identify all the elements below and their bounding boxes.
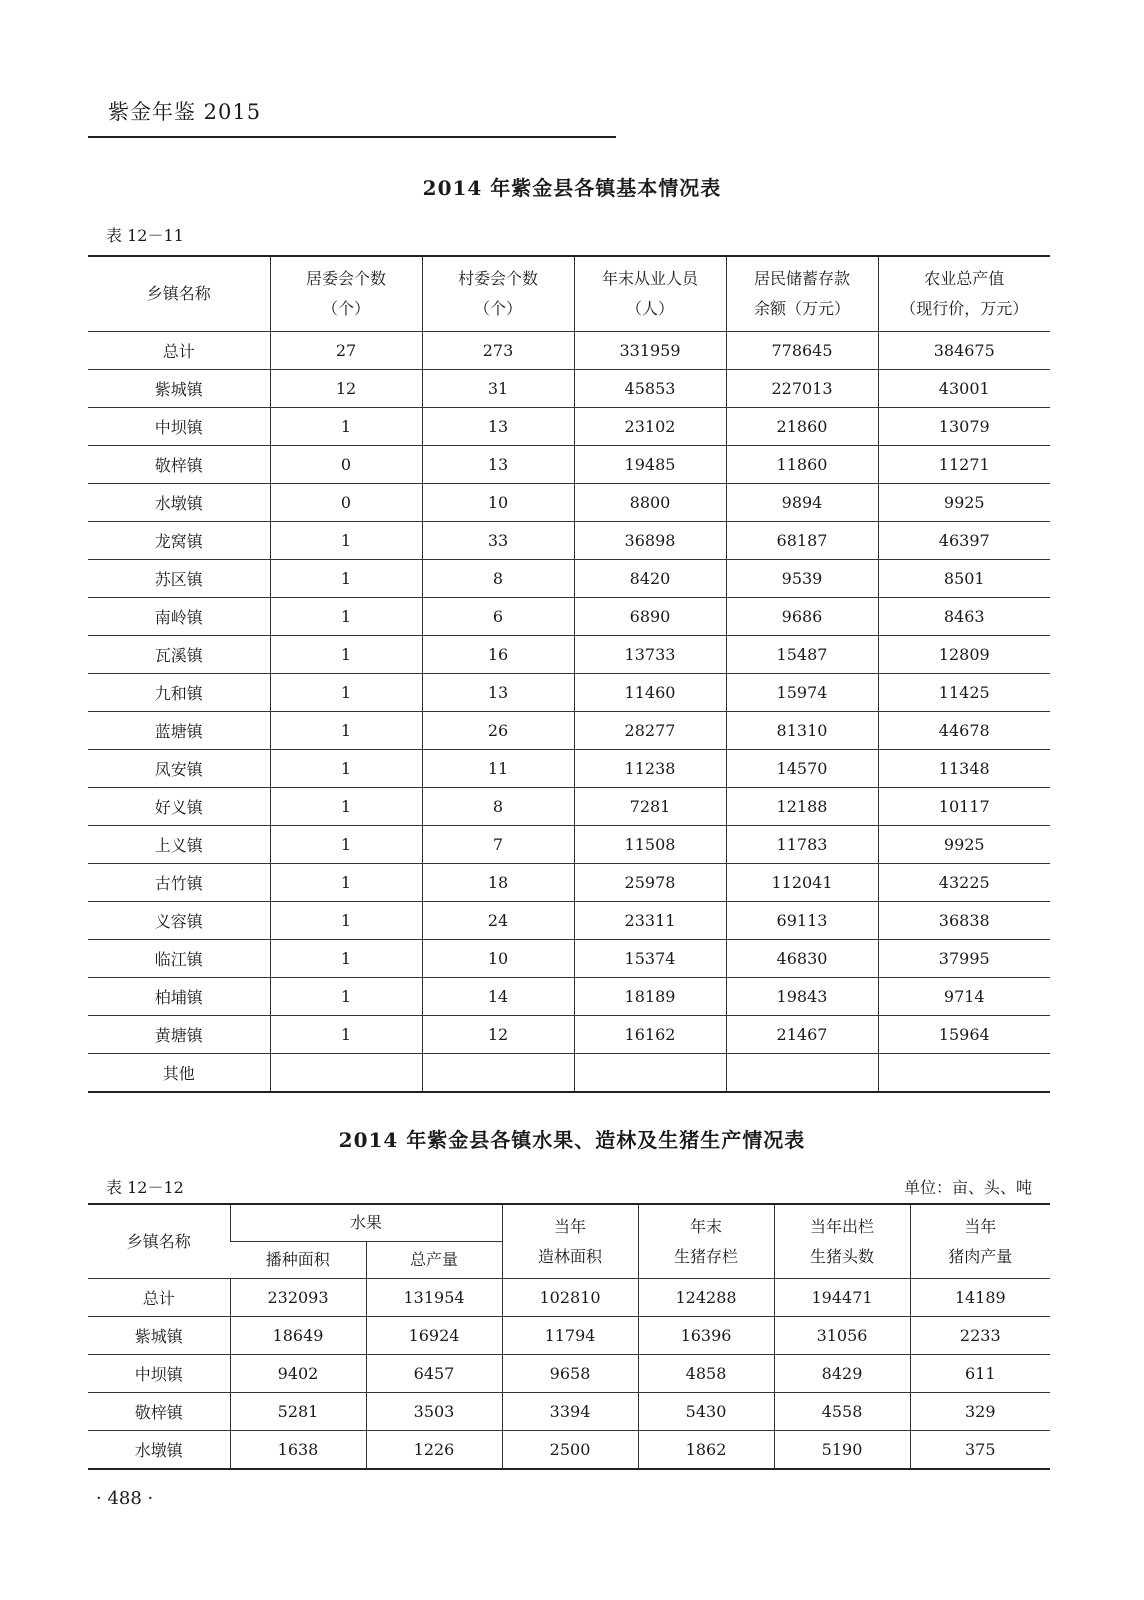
value-cell: 8429 bbox=[774, 1355, 910, 1393]
value-cell: 227013 bbox=[726, 370, 878, 408]
town-name-cell: 南岭镇 bbox=[88, 598, 270, 636]
value-cell: 384675 bbox=[878, 332, 1050, 370]
value-cell: 131954 bbox=[366, 1279, 502, 1317]
town-name-cell: 黄塘镇 bbox=[88, 1016, 270, 1054]
value-cell: 11271 bbox=[878, 446, 1050, 484]
value-cell: 13 bbox=[422, 446, 574, 484]
value-cell: 43001 bbox=[878, 370, 1050, 408]
value-cell: 10117 bbox=[878, 788, 1050, 826]
value-cell: 124288 bbox=[638, 1279, 774, 1317]
value-cell: 4558 bbox=[774, 1393, 910, 1431]
table2-header-town: 乡镇名称 bbox=[88, 1204, 230, 1279]
value-cell: 12809 bbox=[878, 636, 1050, 674]
value-cell: 18189 bbox=[574, 978, 726, 1016]
value-cell: 194471 bbox=[774, 1279, 910, 1317]
value-cell: 8501 bbox=[878, 560, 1050, 598]
value-cell: 36898 bbox=[574, 522, 726, 560]
value-cell: 8420 bbox=[574, 560, 726, 598]
table1-row bbox=[88, 370, 1050, 408]
value-cell: 14 bbox=[422, 978, 574, 1016]
table1-row bbox=[88, 712, 1050, 750]
value-cell: 81310 bbox=[726, 712, 878, 750]
table2-label: 表 12－12 bbox=[106, 1178, 184, 1197]
town-name-cell: 水墩镇 bbox=[88, 484, 270, 522]
value-cell: 7281 bbox=[574, 788, 726, 826]
value-cell: 1 bbox=[270, 826, 422, 864]
page-number: · 488 · bbox=[96, 1488, 154, 1509]
value-cell: 44678 bbox=[878, 712, 1050, 750]
value-cell: 12 bbox=[422, 1016, 574, 1054]
value-cell: 232093 bbox=[230, 1279, 366, 1317]
table1-row bbox=[88, 1054, 1050, 1093]
value-cell: 6 bbox=[422, 598, 574, 636]
value-cell: 778645 bbox=[726, 332, 878, 370]
town-name-cell: 中坝镇 bbox=[88, 408, 270, 446]
value-cell: 68187 bbox=[726, 522, 878, 560]
value-cell bbox=[726, 1054, 878, 1093]
value-cell: 9539 bbox=[726, 560, 878, 598]
table1-row bbox=[88, 788, 1050, 826]
value-cell: 1 bbox=[270, 864, 422, 902]
value-cell: 15487 bbox=[726, 636, 878, 674]
value-cell: 26 bbox=[422, 712, 574, 750]
table1-label: 表 12－11 bbox=[106, 226, 184, 245]
value-cell: 5281 bbox=[230, 1393, 366, 1431]
value-cell: 11860 bbox=[726, 446, 878, 484]
table2-header-afforest: 当年 造林面积 bbox=[502, 1204, 638, 1279]
town-name-cell: 敬梓镇 bbox=[88, 1393, 230, 1431]
value-cell: 9925 bbox=[878, 826, 1050, 864]
value-cell: 46397 bbox=[878, 522, 1050, 560]
table2-row bbox=[88, 1431, 1050, 1470]
value-cell: 21467 bbox=[726, 1016, 878, 1054]
table1-row bbox=[88, 522, 1050, 560]
town-name-cell: 总计 bbox=[88, 332, 270, 370]
value-cell: 13733 bbox=[574, 636, 726, 674]
value-cell: 329 bbox=[910, 1393, 1050, 1431]
value-cell: 15374 bbox=[574, 940, 726, 978]
value-cell: 19485 bbox=[574, 446, 726, 484]
value-cell: 375 bbox=[910, 1431, 1050, 1470]
value-cell: 331959 bbox=[574, 332, 726, 370]
value-cell: 8463 bbox=[878, 598, 1050, 636]
table1-header-cell: 年末从业人员 （人） bbox=[574, 256, 726, 332]
value-cell: 1 bbox=[270, 522, 422, 560]
value-cell: 1 bbox=[270, 674, 422, 712]
value-cell: 2233 bbox=[910, 1317, 1050, 1355]
value-cell bbox=[422, 1054, 574, 1093]
table1-header-cell: 乡镇名称 bbox=[88, 256, 270, 332]
table2-fruit-forest-pig bbox=[88, 1203, 1050, 1470]
town-name-cell: 凤安镇 bbox=[88, 750, 270, 788]
value-cell: 102810 bbox=[502, 1279, 638, 1317]
table2-header-pig-sold: 当年出栏 生猪头数 bbox=[774, 1204, 910, 1279]
value-cell bbox=[878, 1054, 1050, 1093]
table1-row bbox=[88, 408, 1050, 446]
table2-unit: 单位：亩、头、吨 bbox=[903, 1178, 1032, 1197]
value-cell: 13079 bbox=[878, 408, 1050, 446]
value-cell: 16924 bbox=[366, 1317, 502, 1355]
value-cell: 1 bbox=[270, 712, 422, 750]
table2-header-pig-stock: 年末 生猪存栏 bbox=[638, 1204, 774, 1279]
town-name-cell: 临江镇 bbox=[88, 940, 270, 978]
value-cell: 15974 bbox=[726, 674, 878, 712]
value-cell: 5190 bbox=[774, 1431, 910, 1470]
table2-title: 2014 年紫金县各镇水果、造林及生猪生产情况表 bbox=[338, 1128, 806, 1152]
value-cell: 1 bbox=[270, 408, 422, 446]
town-name-cell: 总计 bbox=[88, 1279, 230, 1317]
value-cell: 8 bbox=[422, 560, 574, 598]
value-cell: 1 bbox=[270, 750, 422, 788]
value-cell: 273 bbox=[422, 332, 574, 370]
value-cell: 9686 bbox=[726, 598, 878, 636]
table1-row bbox=[88, 902, 1050, 940]
value-cell: 611 bbox=[910, 1355, 1050, 1393]
town-name-cell: 古竹镇 bbox=[88, 864, 270, 902]
table1-row bbox=[88, 446, 1050, 484]
town-name-cell: 蓝塘镇 bbox=[88, 712, 270, 750]
table1-basic-info bbox=[88, 255, 1050, 1093]
town-name-cell: 上义镇 bbox=[88, 826, 270, 864]
table1-row bbox=[88, 864, 1050, 902]
value-cell: 1 bbox=[270, 560, 422, 598]
value-cell: 7 bbox=[422, 826, 574, 864]
value-cell: 21860 bbox=[726, 408, 878, 446]
value-cell bbox=[270, 1054, 422, 1093]
town-name-cell: 柏埔镇 bbox=[88, 978, 270, 1016]
value-cell: 43225 bbox=[878, 864, 1050, 902]
table1-row bbox=[88, 484, 1050, 522]
value-cell: 31056 bbox=[774, 1317, 910, 1355]
value-cell: 23311 bbox=[574, 902, 726, 940]
value-cell: 1 bbox=[270, 636, 422, 674]
value-cell bbox=[574, 1054, 726, 1093]
table2-header-pork: 当年 猪肉产量 bbox=[910, 1204, 1050, 1279]
value-cell: 9402 bbox=[230, 1355, 366, 1393]
value-cell: 11348 bbox=[878, 750, 1050, 788]
value-cell: 16162 bbox=[574, 1016, 726, 1054]
value-cell: 24 bbox=[422, 902, 574, 940]
town-name-cell: 龙窝镇 bbox=[88, 522, 270, 560]
value-cell: 1 bbox=[270, 902, 422, 940]
value-cell: 11238 bbox=[574, 750, 726, 788]
table1-row bbox=[88, 560, 1050, 598]
town-name-cell: 苏区镇 bbox=[88, 560, 270, 598]
table2-header-fruit-area: 播种面积 bbox=[230, 1242, 366, 1279]
value-cell: 14570 bbox=[726, 750, 878, 788]
value-cell: 16396 bbox=[638, 1317, 774, 1355]
value-cell: 13 bbox=[422, 408, 574, 446]
table1-header-cell: 农业总产值 （现行价，万元） bbox=[878, 256, 1050, 332]
table1-row bbox=[88, 826, 1050, 864]
town-name-cell: 紫城镇 bbox=[88, 370, 270, 408]
value-cell: 9714 bbox=[878, 978, 1050, 1016]
value-cell: 8 bbox=[422, 788, 574, 826]
value-cell: 11783 bbox=[726, 826, 878, 864]
table1-row bbox=[88, 1016, 1050, 1054]
value-cell: 11 bbox=[422, 750, 574, 788]
value-cell: 3394 bbox=[502, 1393, 638, 1431]
value-cell: 15964 bbox=[878, 1016, 1050, 1054]
value-cell: 25978 bbox=[574, 864, 726, 902]
value-cell: 9658 bbox=[502, 1355, 638, 1393]
table2-row bbox=[88, 1317, 1050, 1355]
value-cell: 19843 bbox=[726, 978, 878, 1016]
value-cell: 27 bbox=[270, 332, 422, 370]
value-cell: 3503 bbox=[366, 1393, 502, 1431]
value-cell: 0 bbox=[270, 446, 422, 484]
town-name-cell: 中坝镇 bbox=[88, 1355, 230, 1393]
town-name-cell: 好义镇 bbox=[88, 788, 270, 826]
value-cell: 6890 bbox=[574, 598, 726, 636]
value-cell: 11508 bbox=[574, 826, 726, 864]
value-cell: 11794 bbox=[502, 1317, 638, 1355]
table1-row bbox=[88, 636, 1050, 674]
town-name-cell: 九和镇 bbox=[88, 674, 270, 712]
value-cell: 8800 bbox=[574, 484, 726, 522]
value-cell: 10 bbox=[422, 940, 574, 978]
town-name-cell: 瓦溪镇 bbox=[88, 636, 270, 674]
value-cell: 1226 bbox=[366, 1431, 502, 1470]
value-cell: 1 bbox=[270, 1016, 422, 1054]
town-name-cell: 义容镇 bbox=[88, 902, 270, 940]
value-cell: 12188 bbox=[726, 788, 878, 826]
value-cell: 18 bbox=[422, 864, 574, 902]
running-head: 紫金年鉴 2015 bbox=[108, 100, 262, 124]
table1-row bbox=[88, 332, 1050, 370]
value-cell: 33 bbox=[422, 522, 574, 560]
table1-header-cell: 村委会个数 （个） bbox=[422, 256, 574, 332]
town-name-cell: 水墩镇 bbox=[88, 1431, 230, 1470]
value-cell: 10 bbox=[422, 484, 574, 522]
value-cell: 28277 bbox=[574, 712, 726, 750]
value-cell: 37995 bbox=[878, 940, 1050, 978]
value-cell: 14189 bbox=[910, 1279, 1050, 1317]
town-name-cell: 敬梓镇 bbox=[88, 446, 270, 484]
table2-row bbox=[88, 1393, 1050, 1431]
value-cell: 36838 bbox=[878, 902, 1050, 940]
value-cell: 11460 bbox=[574, 674, 726, 712]
value-cell: 1 bbox=[270, 788, 422, 826]
value-cell: 45853 bbox=[574, 370, 726, 408]
value-cell: 1862 bbox=[638, 1431, 774, 1470]
table2-row bbox=[88, 1279, 1050, 1317]
value-cell: 4858 bbox=[638, 1355, 774, 1393]
value-cell: 9894 bbox=[726, 484, 878, 522]
table1-row bbox=[88, 598, 1050, 636]
table1-row bbox=[88, 674, 1050, 712]
value-cell: 12 bbox=[270, 370, 422, 408]
table1-header-cell: 居民储蓄存款 余额（万元） bbox=[726, 256, 878, 332]
value-cell: 69113 bbox=[726, 902, 878, 940]
value-cell: 1 bbox=[270, 978, 422, 1016]
table1-row bbox=[88, 940, 1050, 978]
value-cell: 13 bbox=[422, 674, 574, 712]
table2-row bbox=[88, 1355, 1050, 1393]
value-cell: 18649 bbox=[230, 1317, 366, 1355]
value-cell: 23102 bbox=[574, 408, 726, 446]
value-cell: 1 bbox=[270, 598, 422, 636]
value-cell: 6457 bbox=[366, 1355, 502, 1393]
value-cell: 1638 bbox=[230, 1431, 366, 1470]
value-cell: 46830 bbox=[726, 940, 878, 978]
value-cell: 112041 bbox=[726, 864, 878, 902]
value-cell: 9925 bbox=[878, 484, 1050, 522]
town-name-cell: 其他 bbox=[88, 1054, 270, 1093]
value-cell: 2500 bbox=[502, 1431, 638, 1470]
value-cell: 11425 bbox=[878, 674, 1050, 712]
header-rule bbox=[88, 136, 616, 138]
table1-title: 2014 年紫金县各镇基本情况表 bbox=[422, 176, 722, 200]
table1-row bbox=[88, 978, 1050, 1016]
town-name-cell: 紫城镇 bbox=[88, 1317, 230, 1355]
value-cell: 1 bbox=[270, 940, 422, 978]
table1-row bbox=[88, 750, 1050, 788]
value-cell: 0 bbox=[270, 484, 422, 522]
value-cell: 16 bbox=[422, 636, 574, 674]
table2-header-fruit-output: 总产量 bbox=[366, 1242, 502, 1279]
value-cell: 31 bbox=[422, 370, 574, 408]
value-cell: 5430 bbox=[638, 1393, 774, 1431]
table2-header-fruit: 水果 bbox=[230, 1204, 502, 1242]
table1-header-cell: 居委会个数 （个） bbox=[270, 256, 422, 332]
